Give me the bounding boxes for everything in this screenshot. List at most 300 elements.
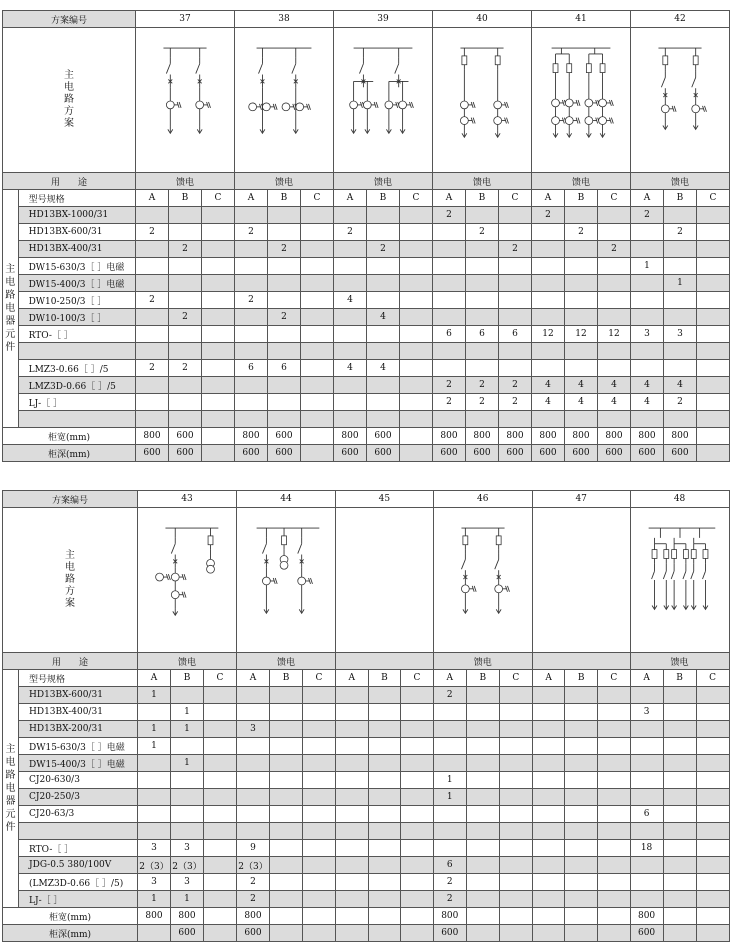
component-qty — [696, 857, 729, 874]
component-qty — [237, 806, 270, 823]
depth-value: 600 — [135, 445, 168, 462]
component-qty — [368, 721, 401, 738]
abc-header: B — [270, 670, 303, 687]
depth-value: 600 — [597, 445, 630, 462]
component-qty — [234, 343, 267, 360]
component-qty: 1 — [138, 738, 171, 755]
component-qty — [303, 823, 336, 840]
depth-label: 柜深(mm) — [3, 925, 138, 942]
depth-value: 600 — [465, 445, 498, 462]
component-qty — [498, 292, 531, 309]
component-qty — [663, 874, 696, 891]
component-qty — [663, 738, 696, 755]
component-qty — [300, 224, 333, 241]
width-value: 800 — [138, 908, 171, 925]
depth-value: 600 — [498, 445, 531, 462]
usage-value — [336, 653, 434, 670]
component-qty — [336, 806, 369, 823]
component-qty — [135, 394, 168, 411]
component-qty — [498, 207, 531, 224]
component-qty — [531, 309, 564, 326]
component-qty — [399, 343, 432, 360]
component-qty: 6 — [267, 360, 300, 377]
component-qty: 4 — [366, 309, 399, 326]
component-row — [3, 207, 730, 224]
component-model: RTO-［ ］ — [19, 840, 138, 857]
component-qty — [466, 857, 499, 874]
fuse-symbol — [691, 550, 696, 559]
component-qty — [300, 343, 333, 360]
component-qty — [597, 857, 630, 874]
component-qty — [597, 292, 630, 309]
component-qty — [138, 823, 171, 840]
component-qty: 2 — [531, 207, 564, 224]
component-qty — [432, 343, 465, 360]
width-value: 600 — [366, 428, 399, 445]
component-qty — [499, 806, 532, 823]
component-qty — [303, 857, 336, 874]
component-qty — [432, 411, 465, 428]
component-qty: 2 — [237, 874, 270, 891]
component-qty — [531, 343, 564, 360]
ct-symbol — [599, 117, 607, 125]
component-qty — [333, 258, 366, 275]
width-value — [565, 908, 598, 925]
component-qty — [532, 738, 565, 755]
component-qty — [171, 687, 204, 704]
scheme-number: 40 — [432, 11, 531, 28]
component-qty — [204, 840, 237, 857]
component-qty — [270, 789, 303, 806]
component-qty — [201, 207, 234, 224]
component-qty — [267, 377, 300, 394]
component-qty — [532, 772, 565, 789]
component-model: DW15-400/3［ ］电磁 — [18, 275, 135, 292]
component-qty — [663, 687, 696, 704]
component-qty — [300, 207, 333, 224]
component-qty: 2 — [333, 224, 366, 241]
component-qty — [433, 738, 466, 755]
component-qty — [466, 721, 499, 738]
component-qty: 2 — [366, 241, 399, 258]
component-qty — [336, 755, 369, 772]
abc-header: C — [399, 190, 432, 207]
component-qty — [399, 224, 432, 241]
component-qty — [303, 840, 336, 857]
component-qty: 1 — [171, 704, 204, 721]
scheme-number: 42 — [630, 11, 729, 28]
component-qty — [201, 258, 234, 275]
component-qty — [201, 241, 234, 258]
component-qty — [336, 687, 369, 704]
component-qty — [531, 360, 564, 377]
component-qty — [466, 823, 499, 840]
diagram-cell — [234, 28, 333, 173]
abc-header: B — [564, 190, 597, 207]
component-row — [3, 275, 730, 292]
scheme-number: 48 — [630, 491, 729, 508]
component-qty — [696, 207, 729, 224]
component-qty — [303, 874, 336, 891]
component-qty — [270, 755, 303, 772]
component-qty — [663, 891, 696, 908]
component-qty — [399, 275, 432, 292]
depth-value — [696, 445, 729, 462]
component-model: HD13BX-600/31 — [18, 224, 135, 241]
component-qty — [532, 704, 565, 721]
component-model — [19, 823, 138, 840]
component-qty — [267, 224, 300, 241]
diagram-cell — [138, 508, 237, 653]
component-qty — [663, 857, 696, 874]
component-qty — [303, 891, 336, 908]
component-qty — [696, 394, 729, 411]
abc-header: C — [696, 670, 729, 687]
scheme-table — [2, 490, 730, 942]
component-qty: 2 — [135, 224, 168, 241]
main-circuit-label — [3, 28, 136, 173]
component-qty — [465, 207, 498, 224]
ct-symbol — [461, 585, 469, 593]
component-qty — [432, 309, 465, 326]
diagram-cell — [433, 508, 532, 653]
usage-row — [3, 173, 730, 190]
component-qty — [135, 275, 168, 292]
component-qty — [401, 738, 434, 755]
diagram-row — [3, 508, 730, 653]
component-qty — [630, 360, 663, 377]
component-qty — [663, 360, 696, 377]
scheme-number-row — [3, 11, 730, 28]
component-qty: 3 — [138, 874, 171, 891]
abc-header: A — [336, 670, 369, 687]
diagram-cell — [237, 508, 336, 653]
component-qty — [499, 874, 532, 891]
component-qty — [401, 874, 434, 891]
component-qty — [399, 377, 432, 394]
component-model: HD13BX-400/31 — [19, 704, 138, 721]
component-qty — [135, 309, 168, 326]
component-qty — [336, 891, 369, 908]
fuse-symbol — [495, 56, 500, 65]
width-value — [204, 908, 237, 925]
component-qty — [432, 275, 465, 292]
component-qty — [270, 704, 303, 721]
width-value: 800 — [237, 908, 270, 925]
component-row — [3, 840, 730, 857]
depth-value: 600 — [333, 445, 366, 462]
component-qty — [696, 275, 729, 292]
depth-value — [399, 445, 432, 462]
abc-header: A — [234, 190, 267, 207]
width-value: 800 — [234, 428, 267, 445]
component-qty — [138, 789, 171, 806]
component-qty — [564, 292, 597, 309]
component-qty — [565, 857, 598, 874]
component-qty — [237, 823, 270, 840]
component-qty — [630, 823, 663, 840]
component-qty — [498, 343, 531, 360]
fuse-symbol — [553, 64, 558, 73]
width-value — [532, 908, 565, 925]
component-qty — [499, 772, 532, 789]
fuse-symbol — [208, 536, 213, 545]
component-qty — [300, 326, 333, 343]
width-value — [399, 428, 432, 445]
component-row — [3, 377, 730, 394]
component-qty — [432, 224, 465, 241]
component-qty — [368, 857, 401, 874]
component-qty — [399, 241, 432, 258]
component-qty — [168, 377, 201, 394]
width-value — [368, 908, 401, 925]
component-qty — [168, 292, 201, 309]
component-model: DW15-630/3［ ］电磁 — [18, 258, 135, 275]
ct-symbol — [399, 101, 407, 109]
component-qty: 2 — [433, 874, 466, 891]
depth-value — [532, 925, 565, 942]
abc-header: A — [630, 190, 663, 207]
component-model: HD13BX-200/31 — [19, 721, 138, 738]
component-qty — [267, 258, 300, 275]
scheme-number: 38 — [234, 11, 333, 28]
component-qty: 1 — [171, 891, 204, 908]
component-qty — [433, 823, 466, 840]
component-qty — [303, 704, 336, 721]
component-qty: 6 — [465, 326, 498, 343]
component-qty — [696, 874, 729, 891]
ct-symbol — [262, 577, 270, 585]
component-qty — [499, 755, 532, 772]
component-qty — [366, 343, 399, 360]
component-qty: 2 — [432, 207, 465, 224]
component-qty — [237, 738, 270, 755]
abc-header: C — [300, 190, 333, 207]
component-qty — [565, 687, 598, 704]
component-qty — [532, 823, 565, 840]
component-qty — [630, 755, 663, 772]
scheme-number-row — [3, 491, 730, 508]
depth-value: 600 — [663, 445, 696, 462]
component-qty — [696, 789, 729, 806]
ct-symbol — [599, 99, 607, 107]
component-qty — [300, 241, 333, 258]
ct-symbol — [156, 573, 164, 581]
component-qty — [138, 772, 171, 789]
depth-value — [466, 925, 499, 942]
component-qty: 1 — [171, 755, 204, 772]
component-qty — [597, 343, 630, 360]
component-qty — [300, 309, 333, 326]
component-qty: 2 — [168, 241, 201, 258]
usage-value: 馈电 — [432, 173, 531, 190]
component-qty — [663, 772, 696, 789]
ct-symbol — [552, 99, 560, 107]
component-qty — [168, 258, 201, 275]
component-qty — [201, 326, 234, 343]
depth-value — [597, 925, 630, 942]
component-qty — [138, 704, 171, 721]
component-qty — [368, 755, 401, 772]
model-label: 型号规格 — [18, 190, 135, 207]
depth-value: 600 — [564, 445, 597, 462]
width-value — [336, 908, 369, 925]
width-row — [3, 428, 730, 445]
ct-symbol — [661, 105, 669, 113]
component-qty — [663, 823, 696, 840]
width-value: 800 — [564, 428, 597, 445]
component-qty — [368, 823, 401, 840]
component-qty — [300, 292, 333, 309]
width-label: 柜宽(mm) — [3, 908, 138, 925]
width-value: 600 — [267, 428, 300, 445]
width-value — [201, 428, 234, 445]
component-qty — [204, 755, 237, 772]
component-qty — [663, 292, 696, 309]
ct-symbol — [249, 103, 257, 111]
component-qty — [201, 224, 234, 241]
component-row — [3, 687, 730, 704]
component-qty — [135, 241, 168, 258]
fuse-symbol — [671, 550, 676, 559]
circuit-diagram — [532, 35, 630, 165]
component-qty — [303, 772, 336, 789]
component-qty: 2 — [663, 224, 696, 241]
component-qty: 1 — [138, 721, 171, 738]
component-qty — [565, 806, 598, 823]
component-qty — [168, 326, 201, 343]
component-qty — [401, 823, 434, 840]
component-row — [3, 241, 730, 258]
component-qty — [171, 772, 204, 789]
component-row — [3, 343, 730, 360]
main-circuit-label — [3, 508, 138, 653]
component-qty: 2 — [498, 241, 531, 258]
component-qty: 3 — [171, 874, 204, 891]
component-qty — [597, 823, 630, 840]
component-qty — [135, 326, 168, 343]
component-qty — [532, 891, 565, 908]
component-model: (LMZ3D-0.66［ ］/5) — [19, 874, 138, 891]
abc-header: C — [401, 670, 434, 687]
abc-header: A — [333, 190, 366, 207]
scheme-number: 47 — [532, 491, 630, 508]
component-qty: 3 — [630, 704, 663, 721]
component-qty — [399, 394, 432, 411]
component-qty — [204, 687, 237, 704]
depth-value: 600 — [267, 445, 300, 462]
component-qty — [498, 360, 531, 377]
component-qty — [267, 343, 300, 360]
width-value: 800 — [465, 428, 498, 445]
component-qty — [630, 857, 663, 874]
component-qty — [663, 207, 696, 224]
depth-value: 600 — [366, 445, 399, 462]
ct-symbol — [460, 101, 468, 109]
component-qty — [270, 738, 303, 755]
component-qty — [366, 258, 399, 275]
component-row — [3, 823, 730, 840]
component-qty — [204, 857, 237, 874]
component-qty: 9 — [237, 840, 270, 857]
fuse-symbol — [703, 550, 708, 559]
abc-header: B — [466, 670, 499, 687]
component-row — [3, 360, 730, 377]
component-qty — [234, 309, 267, 326]
component-qty — [336, 721, 369, 738]
abc-header: C — [696, 190, 729, 207]
component-qty — [270, 721, 303, 738]
component-qty — [696, 241, 729, 258]
component-model — [18, 411, 135, 428]
component-qty — [696, 755, 729, 772]
component-qty — [270, 823, 303, 840]
component-qty — [597, 891, 630, 908]
component-qty — [234, 377, 267, 394]
component-qty: 1 — [433, 772, 466, 789]
component-row — [3, 738, 730, 755]
component-qty: 4 — [333, 360, 366, 377]
component-qty — [401, 857, 434, 874]
component-qty — [499, 789, 532, 806]
component-qty — [696, 704, 729, 721]
component-qty — [499, 891, 532, 908]
component-qty — [564, 241, 597, 258]
component-qty: 2 — [267, 309, 300, 326]
model-header-row — [3, 190, 730, 207]
component-model: HD13BX-600/31 — [19, 687, 138, 704]
fuse-symbol — [600, 64, 605, 73]
component-qty: 3 — [171, 840, 204, 857]
component-qty: 2 — [432, 377, 465, 394]
component-qty — [597, 789, 630, 806]
component-qty — [135, 207, 168, 224]
component-qty — [465, 275, 498, 292]
component-qty — [368, 772, 401, 789]
component-qty — [466, 806, 499, 823]
ct-symbol — [495, 585, 503, 593]
component-row — [3, 721, 730, 738]
component-qty — [466, 772, 499, 789]
component-qty — [565, 789, 598, 806]
component-qty — [663, 806, 696, 823]
component-qty — [399, 326, 432, 343]
component-qty — [499, 738, 532, 755]
diagram-cell — [135, 28, 234, 173]
component-qty: 4 — [663, 377, 696, 394]
component-qty — [565, 823, 598, 840]
circuit-diagram — [434, 515, 532, 645]
component-qty — [366, 326, 399, 343]
component-qty: 6 — [498, 326, 531, 343]
component-qty — [135, 258, 168, 275]
component-qty — [401, 687, 434, 704]
component-qty — [696, 721, 729, 738]
component-row — [3, 309, 730, 326]
component-qty — [597, 772, 630, 789]
abc-header: C — [597, 670, 630, 687]
ct-symbol — [298, 577, 306, 585]
circuit-diagram — [334, 35, 432, 165]
component-qty — [366, 292, 399, 309]
diagram-cell — [532, 508, 630, 653]
circuit-diagram — [136, 35, 234, 165]
component-row — [3, 857, 730, 874]
component-qty — [696, 377, 729, 394]
component-qty — [465, 343, 498, 360]
circuit-diagram — [237, 515, 335, 645]
component-qty — [532, 721, 565, 738]
